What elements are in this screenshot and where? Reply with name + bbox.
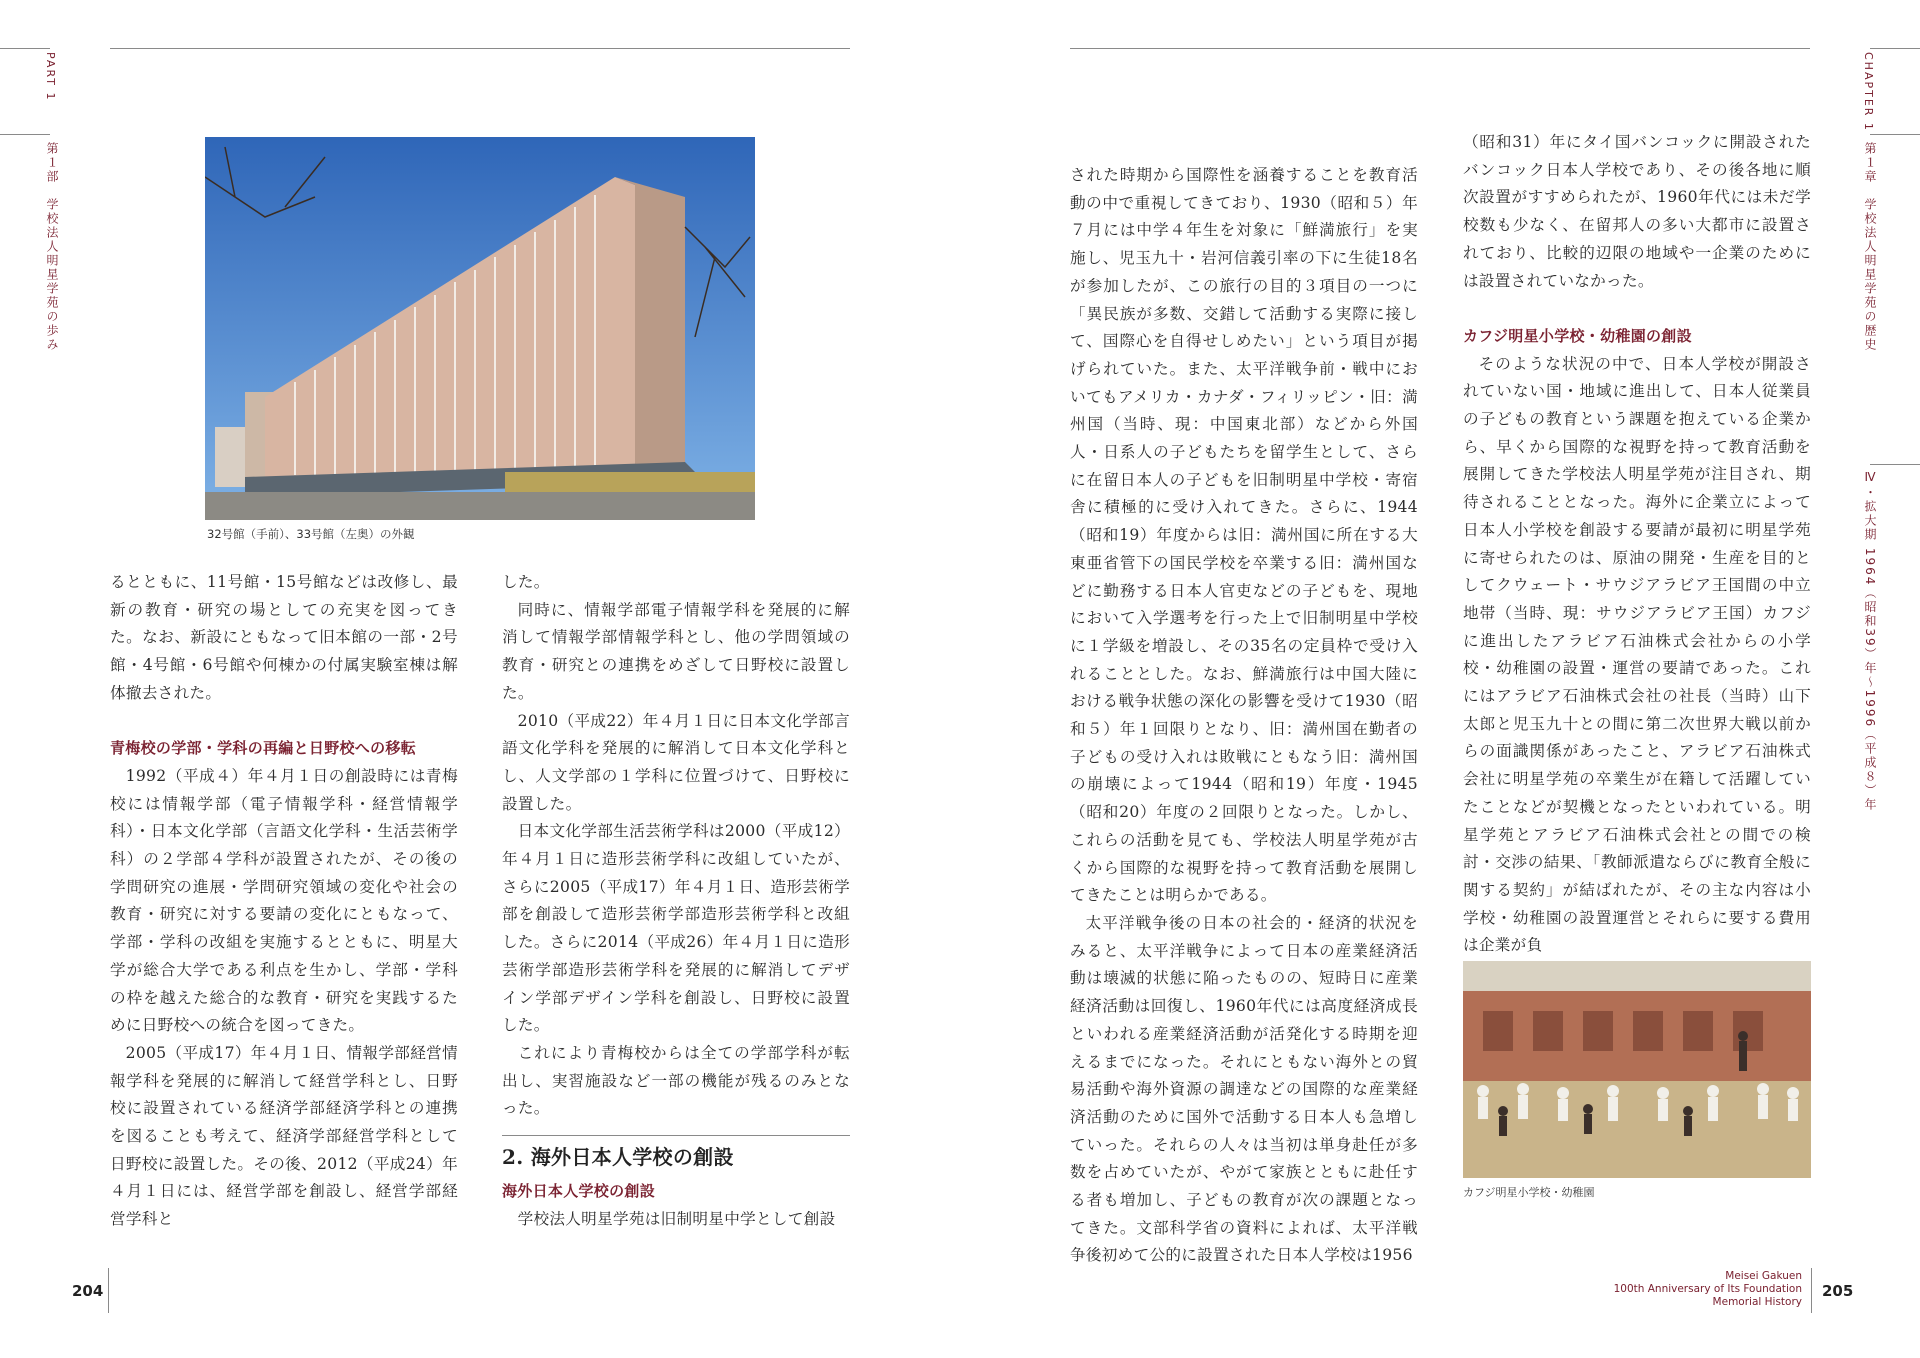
section-spacer	[502, 1123, 850, 1135]
left-page-number: 204	[72, 1282, 104, 1300]
subheading: 海外日本人学校の創設	[502, 1182, 656, 1201]
left-column-1	[110, 569, 458, 1234]
left-column-2	[502, 569, 850, 1233]
paragraph: そのような状況の中で、日本人学校が開設されていない国・地域に進出して、日本人従業員の子どもの教育という課題を抱えている企業から、早くから国際的な視野を持って教育活動を展開してきた学校法人明星学苑が注目され、期待されることとなった。海外に企業立によって日本人小学校を創設する要請が最初に明星学苑に寄せられたのは、原油の開発・生産を目的としてクウェート・サウジアラビア王国間の中立地帯（当時、現：サウジアラビア王国）カフジに進出したアラビア石油株式会社からの小学校・幼稚園の設置・運営の要請であった。これにはアラビア石油株式会社の社長（当時）山下太郎と児玉九十との間に第二次世界大戦以前からの面識関係があったこと、アラビア石油株式会社に明星学苑の卒業生が在籍して活躍していたことなどが契機となったといわれている。明星学苑とアラビア石油株式会社との間での検討・交渉の結果、「教師派遣ならびに教育全般に関する契約」が結ばれたが、その主な内容は小学校・幼稚園の設置運営とそれらに要する費用は企業が負	[1463, 354, 1811, 955]
school-photo	[1463, 961, 1811, 1178]
footer-line-1: Meisei Gakuen	[1725, 1270, 1802, 1282]
right-footer-rule	[1811, 1268, 1812, 1313]
section-title: 2. 海外日本人学校の創設	[502, 1145, 734, 1170]
right-column-1	[1070, 162, 1418, 1270]
footer-book-title	[1560, 1270, 1802, 1309]
paragraph: 学校法人明星学苑は旧制明星中学として創設	[517, 1209, 836, 1228]
right-column-2	[1463, 129, 1811, 960]
paragraph: された時期から国際性を涵養することを教育活動の中で重視してきており、1930（昭和５）年７月には中学４年生を対象に「鮮満旅行」を実施し、児玉九十・岩河信義引率の下に生徒18名が参加したが、この旅行の目的３項目の一つに「異民族が多数、交錯して活動する実際に接して、国際心を自得せしめたい」という項目が掲げられていた。また、太平洋戦争前・戦中においてもアメリカ・カナダ・フィリッピン・旧：満州国（当時、現：中国東北部）などから外国人・日系人の子どもたちを留学生として、さらに在留日本人の子どもを旧制明星中学校・寄宿舎に積極的に受け入れてきた。さらに、1944（昭和19）年度からは旧：満州国に所在する大東亜省管下の国民学校を卒業する旧：満州国などに勤務する日本人官吏などの子どもを、現地において入学選考を行った上で旧制明星中学校に１学級を増設し、その35名の定員枠で受け入れることとした。なお、鮮満旅行は中国大陸における戦争状態の深化の影響を受けて1930（昭和５）年１回限りとなり、旧：満州国在勤者の子どもの受け入れは敗戦にともなう旧：満州国の崩壊によって1944（昭和19）年度・1945（昭和20）年度の２回限りとなった。しかし、これらの活動を見ても、学校法人明星学苑が古くから国際的な視野を持って教育活動を展開してきたことは明らかである。	[1070, 166, 1418, 905]
paragraph: これにより青梅校からは全ての学部学科が転出し、実習施設など一部の機能が残るのみとなった。	[502, 1043, 850, 1118]
paragraph-gap	[110, 708, 458, 736]
side-label-chapter-title: 第１章 学校法人明星学苑の歴史	[1863, 142, 1877, 352]
right-margin-rule	[1870, 48, 1920, 49]
building-photo-caption: 32号館（手前）、33号館（左奥）の外観	[207, 527, 415, 541]
paragraph: るとともに、11号館・15号館などは改修し、最新の教育・研究の場としての充実を図ってきた。なお、新設にともなって旧本館の一部・2号館・4号館・6号館や何棟かの付属実験室棟は解体撤去された。	[110, 573, 458, 702]
right-header-rule	[1070, 48, 1810, 49]
left-margin-rule-2	[0, 134, 50, 135]
right-margin-rule-3	[1870, 464, 1920, 465]
paragraph: 同時に、情報学部電子情報学科を発展的に解消して情報学部情報学科とし、他の学問領域の教育・研究との連携をめざして日野校に設置した。	[502, 600, 850, 702]
subheading: カフジ明星小学校・幼稚園の創設	[1463, 326, 1692, 345]
left-margin-rule	[0, 48, 50, 49]
subheading: 青梅校の学部・学科の再編と日野校への移転	[110, 739, 417, 758]
left-footer-rule	[108, 1268, 109, 1313]
side-label-chapter: CHAPTER 1	[1862, 52, 1875, 132]
paragraph: 1992（平成４）年４月１日の創設時には青梅校には情報学部（電子情報学科・経営情報学科）・日本文化学部（言語文化学科・生活芸術学科）の２学部４学科が設置されたが、その後の学問研究の進展・学問研究領域の変化や社会の教育・研究に対する要請の変化にともなって、学部・学科の改組を実施するとともに、明星大学が総合大学である利点を生かし、学部・学科の枠を越えた総合的な教育・研究を実践するために日野校への統合を図ってきた。	[110, 766, 458, 1035]
paragraph: （昭和31）年にタイ国バンコックに開設されたバンコック日本人学校であり、その後各地に順次設置がすすめられたが、1960年代には未だ学校数も少なく、在留邦人の多い大都市に設置されており、比較的辺限の地域や一企業のためには設置されていなかった。	[1463, 133, 1811, 290]
paragraph-gap	[1463, 295, 1811, 323]
paragraph: した。	[502, 573, 550, 591]
right-margin-rule-2	[1870, 134, 1920, 135]
footer-line-2: 100th Anniversary of Its Foundation	[1613, 1283, 1802, 1295]
paragraph: 2010（平成22）年４月１日に日本文化学部言語文化学科を発展的に解消して日本文化学科とし、人文学部の１学科に位置づけて、日野校に設置した。	[502, 711, 850, 813]
side-label-part-title: 第１部 学校法人明星学苑の歩み	[45, 142, 59, 352]
school-photo-caption: カフジ明星小学校・幼稚園	[1463, 1186, 1595, 1199]
paragraph: 太平洋戦争後の日本の社会的・経済的状況をみると、太平洋戦争によって日本の産業経済活動は壊滅的状態に陥ったものの、短時日に産業経済活動は回復し、1960年代には高度経済成長といわれる産業経済活動が活発化する時期を迎えるまでになった。それにともない海外との貿易活動や海外資源の調達などの国際的な産業経済活動のために国外で活動する日本人も急増していった。それらの人々は当初は単身赴任が多数を占めていたが、やがて家族とともに赴任する者も増加し、子どもの教育が次の課題となってきた。文部科学省の資料によれば、太平洋戦争後初めて公的に設置された日本人学校は1956	[1070, 913, 1418, 1265]
paragraph: 日本文化学部生活芸術学科は2000（平成12）年４月１日に造形芸術学科に改組していたが、さらに2005（平成17）年４月１日、造形芸術学部を創設して造形芸術学部造形芸術学科と改組した。さらに2014（平成26）年４月１日に造形芸術学部造形芸術学科を発展的に解消してデザイン学部デザイン学科を創設し、日野校に設置した。	[502, 822, 850, 1035]
left-header-rule	[110, 48, 850, 49]
left-column-2-body	[502, 569, 850, 1123]
footer-line-3: Memorial History	[1712, 1296, 1802, 1308]
right-page-number: 205	[1822, 1282, 1854, 1300]
paragraph: 2005（平成17）年４月１日、情報学部経営情報学科を発展的に解消して経営学科とし、日野校に設置されている経済学部経済学科との連携を図ることも考えて、経済学部経営学科として日野校に設置した。その後、2012（平成24）年４月１日には、経営学部を創設し、経営学部経営学科と	[110, 1043, 458, 1229]
side-label-part: PART 1	[44, 52, 57, 102]
side-label-period: Ⅳ・拡大期 1964（昭和39）年～1996（平成８）年	[1863, 470, 1877, 813]
building-photo	[205, 137, 755, 520]
left-column-2-section-body	[502, 1178, 850, 1233]
